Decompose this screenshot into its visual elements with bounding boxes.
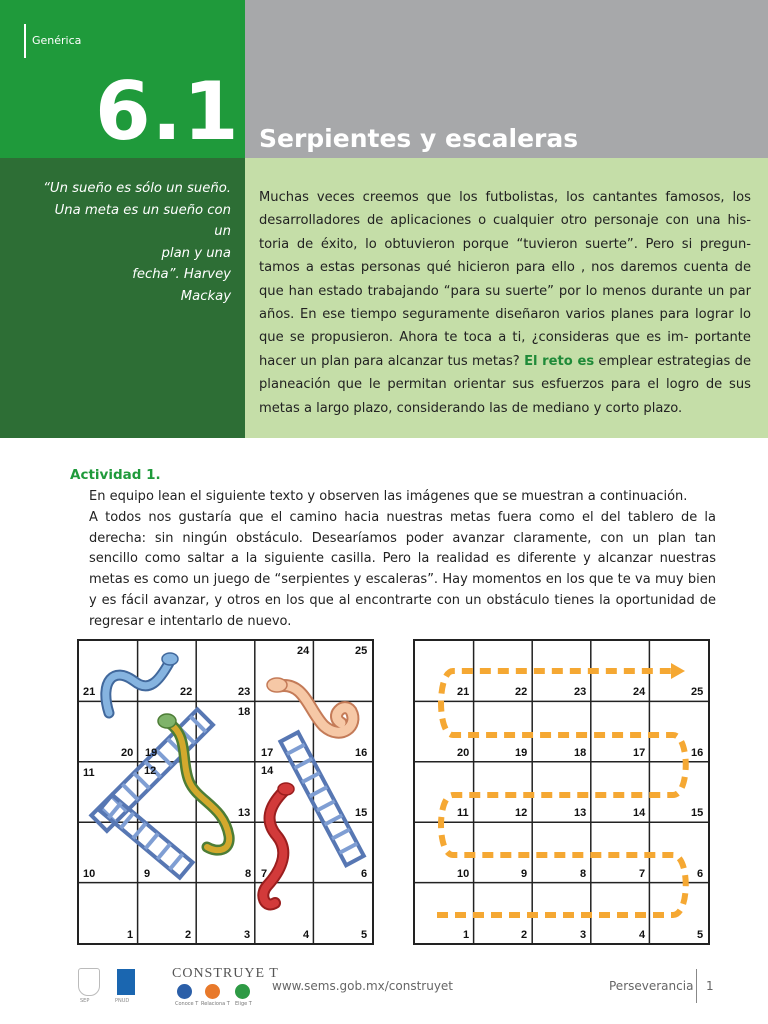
conoce-t-icon: [177, 984, 192, 999]
undp-logo: [117, 969, 135, 995]
intro-paragraph: Muchas veces creemos que los futbolistas, los cantantes famosos, los desarrolladores de aplicaciones o cualquier otro personaje con una his- toria de éxito, lo obtuvieron porque “tuvieron suerte”. Pero si pregun- tamos a estas personas qué hicieron para ello , nos daremos cuenta de que han estado trabajando “para su suerte” por lo menos durante un par años. En ese tiempo seguramente diseñaron varios planes para lograr lo que se propusieron. Ahora te toca a ti, ¿consideras que es im- portante hacer un plan para alcanzar tus metas?: [259, 190, 751, 369]
snake-peach-icon: [267, 678, 353, 732]
cell-number: 19: [515, 747, 528, 759]
page-number: 1: [706, 979, 714, 993]
category-label: Genérica: [32, 34, 82, 47]
cell-number: 18: [238, 706, 251, 718]
sep-label: SEP: [80, 998, 90, 1004]
cell-number: 14: [261, 765, 274, 777]
cell-number: 22: [180, 686, 193, 698]
cell-number: 24: [297, 645, 310, 657]
cell-number: 25: [355, 645, 368, 657]
cell-number: 6: [361, 868, 368, 880]
sep-seal-logo: [78, 968, 100, 996]
reto-text: emplear estrategias de planeación que le permitan orientar sus esfuerzos para el logro de sus metas a largo plazo, considerando las de mediano y corto plazo.: [259, 353, 751, 416]
activity-paragraph: A todos nos gustaría que el camino hacia nuestras metas fuera como el del tablero de la derecha: sin ningún obstáculo. Desearíamos poder avanzar claramente, con un plan tan sencillo como saltar a la siguiente casilla. Pero la realidad es diferente y alcanzar nuestras metas es como un juego de “serpientes y escaleras”. Hay momentos en los que te va muy bien y es fácil avanzar, y otros en los que al encontrarte con un obstáculo tienes la oportunidad de regresar e intentarlo de nuevo.: [89, 509, 716, 629]
board-numbers: [83, 645, 367, 941]
quote-line: un: [214, 224, 231, 239]
snake-green-icon: [158, 714, 229, 850]
cell-number: 1: [463, 929, 470, 941]
cell-number: 25: [691, 686, 704, 698]
cell-number: 6: [697, 868, 704, 880]
reto-label: El reto es: [524, 353, 595, 369]
intro-panel: [245, 158, 768, 438]
cell-number: 12: [515, 807, 528, 819]
cell-number: 19: [145, 747, 158, 759]
cell-number: 4: [303, 929, 310, 941]
quote-line: plan y una: [161, 245, 231, 261]
snakes-ladders-board: [77, 639, 374, 945]
cell-number: 21: [83, 686, 96, 698]
cell-number: 1: [127, 929, 134, 941]
quote-line: Una meta es un sueño con: [54, 202, 231, 218]
footer-section-name: Perseverancia: [609, 979, 694, 993]
cell-number: 13: [574, 807, 587, 819]
cell-number: 7: [639, 868, 646, 880]
quote-panel: [0, 158, 245, 438]
cell-number: 5: [361, 929, 368, 941]
elige-t-label: Elige T: [235, 1001, 252, 1007]
cell-number: 13: [238, 807, 251, 819]
cell-number: 20: [457, 747, 470, 759]
section-number: 6.1: [95, 65, 240, 158]
cell-number: 2: [521, 929, 528, 941]
snake-blue-icon: [106, 653, 178, 713]
cell-number: 10: [457, 868, 470, 880]
cell-number: 2: [185, 929, 192, 941]
conoce-t-label: Conoce T: [175, 1001, 199, 1007]
elige-t-icon: [235, 984, 250, 999]
cell-number: 11: [457, 807, 469, 819]
cell-number: 17: [261, 747, 274, 759]
quote-line: “Un sueño es sólo un sueño.: [43, 181, 231, 196]
quote-line: Mackay: [180, 288, 231, 304]
cell-number: 16: [691, 747, 704, 759]
board-numbers: [457, 686, 703, 941]
cell-number: 3: [244, 929, 251, 941]
activity-line: En equipo lean el siguiente texto y observen las imágenes que se muestran a continuación.: [89, 489, 688, 504]
cell-number: 5: [697, 929, 704, 941]
cell-number: 21: [457, 686, 470, 698]
construye-t-logo: CONSTRUYE T: [172, 966, 279, 981]
cell-number: 7: [261, 868, 268, 880]
snakes-ladders-graphic: [79, 641, 372, 943]
cell-number: 9: [521, 868, 528, 880]
cell-number: 24: [633, 686, 646, 698]
quote: [31, 178, 231, 307]
cell-number: 11: [83, 767, 95, 779]
clear-path-graphic: [415, 641, 708, 943]
undp-label: PNUD: [115, 998, 130, 1004]
cell-number: 3: [580, 929, 587, 941]
cell-number: 20: [121, 747, 134, 759]
cell-number: 17: [633, 747, 646, 759]
intro-text: [259, 186, 751, 420]
cell-number: 8: [580, 868, 587, 880]
cell-number: 8: [245, 868, 252, 880]
activity-text: [89, 487, 716, 633]
footer-divider: [696, 969, 697, 1003]
clear-path-board: [413, 639, 710, 945]
cell-number: 15: [691, 807, 704, 819]
page-title: Serpientes y escaleras: [259, 124, 579, 153]
cell-number: 22: [515, 686, 528, 698]
cell-number: 16: [355, 747, 368, 759]
cell-number: 23: [574, 686, 587, 698]
quote-line: fecha”. Harvey: [132, 267, 231, 282]
cell-number: 9: [144, 868, 151, 880]
cell-number: 23: [238, 686, 251, 698]
cell-number: 4: [639, 929, 646, 941]
cell-number: 12: [144, 765, 157, 777]
category-rule: [24, 24, 26, 58]
cell-number: 10: [83, 868, 96, 880]
ladder-right-icon: [280, 732, 363, 865]
cell-number: 18: [574, 747, 587, 759]
activity-title: Actividad 1.: [70, 467, 161, 483]
relaciona-t-icon: [205, 984, 220, 999]
cell-number: 14: [633, 807, 646, 819]
snake-red-icon: [263, 783, 294, 904]
ladder-short-icon: [99, 795, 192, 878]
relaciona-t-label: Relaciona T: [201, 1001, 230, 1007]
cell-number: 15: [355, 807, 368, 819]
footer-url-link[interactable]: www.sems.gob.mx/construyet: [272, 979, 454, 993]
